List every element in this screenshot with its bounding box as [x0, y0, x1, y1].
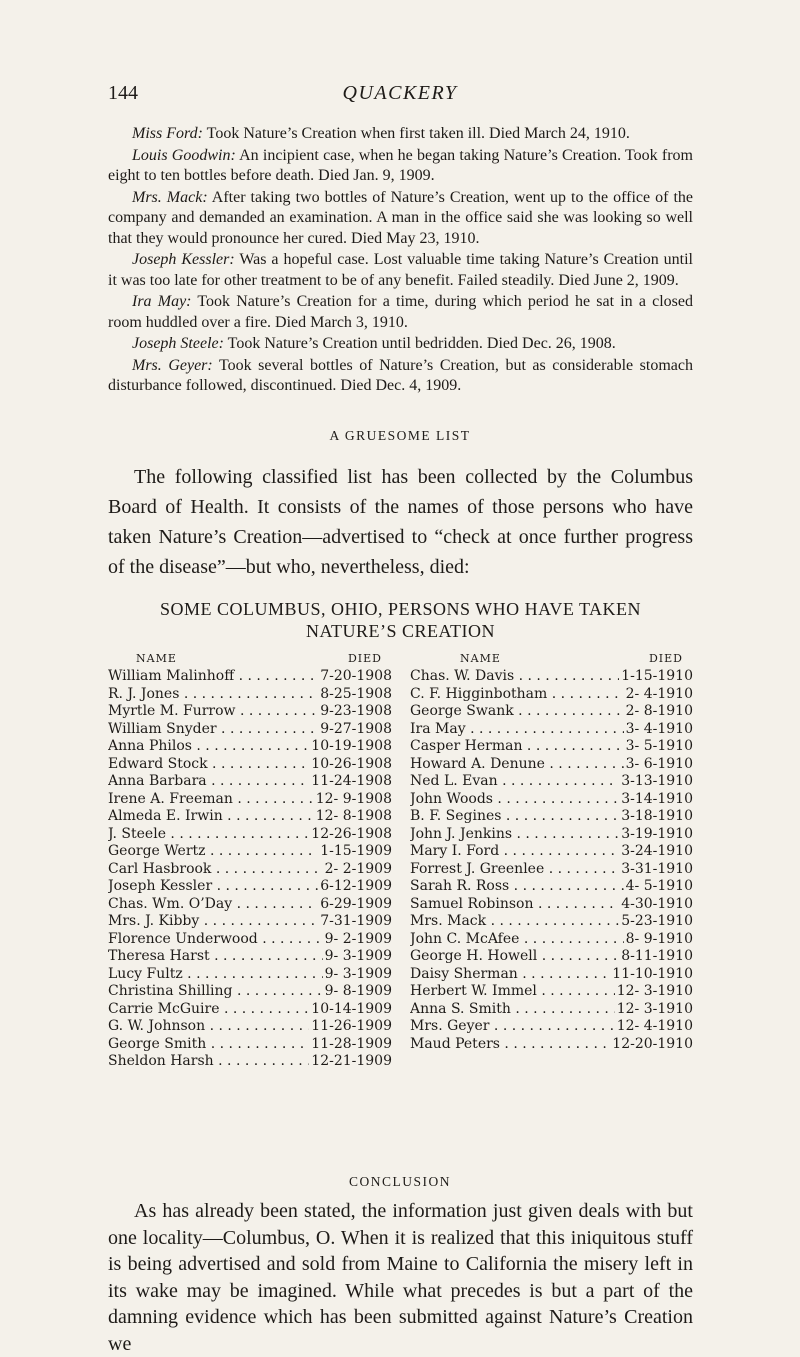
death-date: 6-29-1909	[320, 895, 392, 912]
death-date: 9- 8-1909	[324, 983, 392, 999]
table-row	[410, 791, 693, 809]
table-row	[108, 703, 392, 721]
case-entry	[108, 292, 693, 333]
person-name: Anna Philos . . .	[108, 738, 309, 756]
table-row	[108, 756, 392, 774]
table-row	[410, 931, 693, 949]
death-date: 3-13-1910	[621, 773, 693, 789]
table-row	[410, 738, 693, 756]
person-name: Theresa Harst . . .	[108, 948, 323, 966]
table-row	[108, 966, 392, 984]
death-date: 4- 5-1910	[625, 878, 693, 894]
death-date: 8- 9-1910	[625, 930, 693, 947]
person-name: Joseph Kessler . . .	[108, 878, 318, 896]
died-column-header: DIED	[648, 652, 683, 665]
case-entry	[108, 334, 693, 355]
death-date: 5-23-1910	[621, 913, 693, 929]
person-name: George Swank . . .	[410, 703, 624, 721]
death-date: 1-15-1910	[621, 668, 693, 684]
person-name: J. Steele . . .	[108, 826, 309, 844]
person-name: Forrest J. Greenlee . . .	[410, 861, 619, 879]
person-name: Chas. Wm. O’Day . . .	[108, 896, 318, 914]
person-name: B. F. Segines . . .	[410, 808, 619, 826]
death-date: 10-19-1908	[311, 738, 392, 754]
death-date: 3- 4-1910	[625, 720, 693, 737]
person-name: Daisy Sherman . . .	[410, 966, 610, 984]
table-row	[410, 966, 693, 984]
column-header	[410, 652, 693, 668]
death-date: 3-31-1910	[621, 860, 693, 877]
death-date: 3- 5-1910	[625, 738, 693, 754]
death-date: 3-14-1910	[621, 790, 693, 807]
death-date: 12- 3-1910	[616, 1000, 693, 1017]
running-head: QUACKERY	[342, 82, 458, 104]
case-name: Joseph Kessler:	[132, 251, 235, 268]
death-date: 8-25-1908	[320, 685, 392, 702]
person-name: Almeda E. Irwin . . .	[108, 808, 314, 826]
person-name: Ned L. Evan . . .	[410, 773, 619, 791]
person-name: Mrs. Mack . . .	[410, 913, 619, 931]
table-row	[108, 668, 392, 686]
table-row	[410, 843, 693, 861]
death-date: 10-26-1908	[311, 755, 392, 772]
person-name: William Malinhoff . . .	[108, 668, 318, 686]
death-date: 3-24-1910	[621, 843, 693, 859]
death-date: 3- 6-1910	[625, 755, 693, 772]
person-name: Anna Barbara . . .	[108, 773, 309, 791]
person-name: John J. Jenkins . . .	[410, 826, 619, 844]
death-date: 3-18-1910	[621, 808, 693, 824]
case-entry	[108, 356, 693, 397]
died-column-header: DIED	[347, 652, 382, 665]
table-row	[410, 668, 693, 686]
table-row	[108, 791, 392, 809]
death-date: 11-24-1908	[311, 773, 392, 789]
case-text: Took Nature’s Creation for a time, during which period he sat in a closed room huddled over a fire. Died March 3, 1910.	[108, 293, 694, 331]
person-name: G. W. Johnson . . .	[108, 1018, 309, 1036]
table-row	[410, 896, 693, 914]
table-row	[410, 861, 693, 879]
death-date: 12- 4-1910	[616, 1018, 693, 1034]
table-row	[108, 931, 392, 949]
case-name: Mrs. Mack:	[132, 188, 208, 206]
right-column	[410, 652, 693, 1053]
death-date: 12-26-1908	[311, 825, 392, 842]
person-name: Casper Herman . . .	[410, 738, 624, 756]
table-row	[108, 721, 392, 739]
case-name: Ira May:	[132, 293, 192, 310]
table-row	[108, 1018, 392, 1036]
table-row	[108, 773, 392, 791]
case-name: Mrs. Geyer:	[132, 356, 213, 374]
table-title-line: NATURE’S CREATION	[305, 621, 495, 641]
death-date: 2- 8-1910	[625, 703, 693, 719]
case-text: Took several bottles of Nature’s Creation, but as considerable stomach disturbance followed, discontinued. Died Dec. 4, 1909.	[108, 356, 693, 394]
table-row	[410, 721, 693, 739]
death-date: 9- 3-1909	[324, 948, 392, 964]
death-date: 9-27-1908	[320, 720, 392, 737]
person-name: George Smith . . .	[108, 1036, 309, 1054]
death-date: 12- 3-1910	[616, 983, 693, 999]
death-date: 12-21-1909	[311, 1053, 392, 1069]
person-name: George H. Howell . . .	[410, 948, 619, 966]
person-name: Mary I. Ford . . .	[410, 843, 619, 861]
person-name: Howard A. Denune . . .	[410, 756, 624, 774]
death-date: 4-30-1910	[621, 895, 693, 912]
table-row	[410, 826, 693, 844]
death-date: 12- 9-1908	[315, 790, 392, 807]
table-row	[410, 878, 693, 896]
case-text: After taking two bottles of Nature’s Creation, went up to the office of the company and demanded an examination. A man in the office said she was looking so well that they would pronounce her cured. Died May 23, 1910.	[108, 188, 694, 247]
table-row	[410, 773, 693, 791]
table-row	[108, 738, 392, 756]
page-number: 144	[108, 82, 138, 104]
column-header	[108, 652, 392, 668]
death-date: 9- 2-1909	[324, 930, 392, 947]
death-date: 12- 8-1908	[315, 808, 392, 824]
page-header	[0, 82, 800, 112]
case-entry	[108, 146, 693, 187]
death-date: 10-14-1909	[311, 1000, 392, 1017]
conclusion-paragraph: As has already been stated, the information just given deals with but one locality—Columbus, O. When it is realized that this iniquitous stuff is being advertised and sold from Maine to California the misery left in its wake may be imagined. While what precedes is but a part of the damning evidence which has been submitted against Nature’s Creation we	[108, 1200, 693, 1355]
person-name: Sheldon Harsh . . .	[108, 1053, 309, 1071]
death-date: 3-19-1910	[621, 825, 693, 842]
table-row	[410, 1001, 693, 1019]
death-date: 2- 2-1909	[324, 860, 392, 877]
table-row	[410, 808, 693, 826]
left-column	[108, 652, 392, 1071]
death-date: 7-20-1908	[320, 668, 392, 684]
table-row	[108, 896, 392, 914]
case-name: Louis Goodwin:	[132, 146, 236, 164]
person-name: Samuel Robinson . . .	[410, 896, 619, 914]
person-name: Irene A. Freeman . . .	[108, 791, 314, 809]
person-name: Ira May . . .	[410, 721, 624, 739]
death-date: 6-12-1909	[320, 878, 392, 894]
case-text: Was a hopeful case. Lost valuable time taking Nature’s Creation until it was too late for other treatment to be of any benefit. Failed steadily. Died June 2, 1909.	[108, 251, 693, 289]
person-name: Myrtle M. Furrow . . .	[108, 703, 318, 721]
person-name: Chas. W. Davis . . .	[410, 668, 619, 686]
death-date: 11-10-1910	[612, 965, 693, 982]
name-column-header: NAME	[460, 652, 501, 665]
intro-paragraph: The following classified list has been collected by the Columbus Board of Health. It consists of the names of those persons who have taken Nature’s Creation—advertised to “check at once further progress of the disease”—but who, nevertheless, died:	[108, 466, 693, 578]
death-date: 7-31-1909	[320, 913, 392, 929]
person-name: Mrs. Geyer . . .	[410, 1018, 615, 1036]
table-row	[410, 686, 693, 704]
person-name: Anna S. Smith . . .	[410, 1001, 615, 1019]
person-name: Maud Peters . . .	[410, 1036, 610, 1054]
death-date: 11-28-1909	[311, 1035, 392, 1052]
person-name: George Wertz . . .	[108, 843, 318, 861]
name-column-header: NAME	[136, 652, 177, 665]
table-row	[108, 826, 392, 844]
table-row	[410, 703, 693, 721]
table-row	[108, 878, 392, 896]
case-name: Joseph Steele:	[132, 335, 224, 352]
right-rows	[410, 668, 693, 1053]
case-entry	[108, 124, 693, 145]
case-entries	[108, 124, 693, 398]
person-name: Edward Stock . . .	[108, 756, 309, 774]
table-row	[410, 756, 693, 774]
person-name: Carl Hasbrook . . .	[108, 861, 323, 879]
table-row	[410, 913, 693, 931]
table-row	[108, 843, 392, 861]
case-text: Took Nature’s Creation when first taken ill. Died March 24, 1910.	[202, 125, 630, 142]
table-row	[108, 913, 392, 931]
table-row	[410, 948, 693, 966]
table-row	[108, 861, 392, 879]
person-name: Christina Shilling . . .	[108, 983, 323, 1001]
case-text: Took Nature’s Creation until bedridden. Died Dec. 26, 1908.	[223, 335, 616, 352]
table-row	[410, 1036, 693, 1054]
person-name: Lucy Fultz . . .	[108, 966, 323, 984]
death-date: 1-15-1909	[320, 843, 392, 859]
table-row	[108, 983, 392, 1001]
conclusion-heading: CONCLUSION	[348, 1174, 451, 1189]
table-title	[108, 598, 693, 642]
table-row	[410, 983, 693, 1001]
death-date: 9- 3-1909	[324, 965, 392, 982]
case-entry	[108, 250, 693, 291]
table-row	[108, 1036, 392, 1054]
death-date: 2- 4-1910	[625, 685, 693, 702]
person-name: William Snyder . . .	[108, 721, 318, 739]
case-name: Miss Ford:	[132, 125, 203, 142]
left-rows	[108, 668, 392, 1071]
person-name: John Woods . . .	[410, 791, 619, 809]
person-name: Florence Underwood . . .	[108, 931, 323, 949]
table-row	[108, 686, 392, 704]
death-date: 9-23-1908	[320, 703, 392, 719]
table-row	[108, 1001, 392, 1019]
death-date: 11-26-1909	[311, 1018, 392, 1034]
case-entry	[108, 188, 693, 250]
death-date: 8-11-1910	[621, 948, 693, 964]
person-name: John C. McAfee . . .	[410, 931, 624, 949]
person-name: Mrs. J. Kibby . . .	[108, 913, 318, 931]
person-name: R. J. Jones . . .	[108, 686, 318, 704]
case-text: An incipient case, when he began taking Nature’s Creation. Took from eight to ten bottles before death. Died Jan. 9, 1909.	[108, 146, 693, 184]
table-row	[410, 1018, 693, 1036]
table-row	[108, 948, 392, 966]
death-date: 12-20-1910	[612, 1035, 693, 1052]
table-row	[108, 808, 392, 826]
person-name: Carrie McGuire . . .	[108, 1001, 309, 1019]
table-row	[108, 1053, 392, 1071]
gruesome-list-heading: A GRUESOME LIST	[329, 428, 471, 443]
person-name: Sarah R. Ross . . .	[410, 878, 624, 896]
table-title-line: SOME COLUMBUS, OHIO, PERSONS WHO HAVE TAKEN	[159, 599, 642, 619]
person-name: C. F. Higginbotham . . .	[410, 686, 624, 704]
person-name: Herbert W. Immel . . .	[410, 983, 615, 1001]
